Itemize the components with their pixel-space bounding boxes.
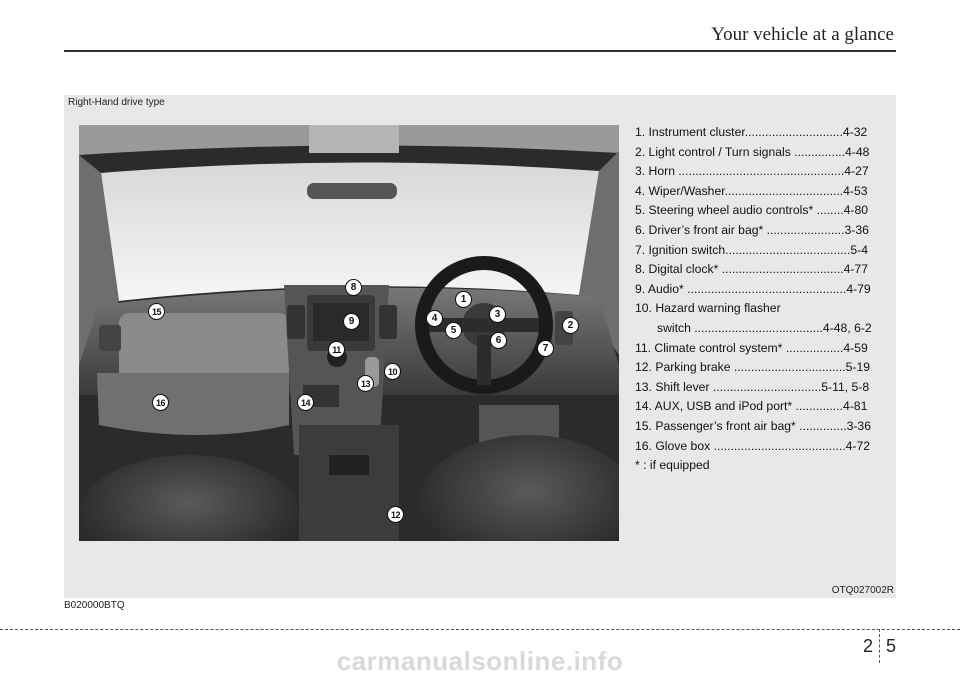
- callout-11: 11: [328, 341, 345, 358]
- legend-item-5: 5. Steering wheel audio controls* ........4-80: [635, 203, 869, 218]
- legend-item-9: 9. Audio* ...............................................4-79: [635, 281, 871, 296]
- callout-4: 4: [426, 310, 443, 327]
- footer-rule: [0, 629, 960, 630]
- legend-item-16: 16. Glove box .......................................4-72: [635, 438, 871, 453]
- callout-12: 12: [387, 506, 404, 523]
- header-rule: [64, 50, 896, 52]
- legend-footnote: * : if equipped: [635, 458, 710, 473]
- figure-panel: [64, 95, 896, 598]
- callout-3: 3: [489, 306, 506, 323]
- legend-item-1: 1. Instrument cluster.............................4-32: [635, 125, 868, 139]
- callout-6: 6: [490, 332, 507, 349]
- callout-16: 16: [152, 394, 169, 411]
- page-number: 5: [885, 636, 896, 656]
- legend-item-13: 13. Shift lever ................................5-11, 5-8: [635, 379, 870, 394]
- page-chapter: 2: [863, 629, 880, 663]
- legend-item-6: 6. Driver’s front air bag* .......................3-36: [635, 222, 869, 237]
- callout-5: 5: [445, 322, 462, 339]
- watermark: carmanualsonline.info: [336, 646, 624, 676]
- dashboard-illustration: [79, 125, 619, 541]
- legend-item-14: 14. AUX, USB and iPod port* ..............4-81: [635, 399, 868, 414]
- callout-13: 13: [357, 375, 374, 392]
- legend-item-10: 10. Hazard warning flasher switch ......................................4-48, 6-2: [635, 299, 883, 338]
- section-code: B020000BTQ: [64, 600, 125, 611]
- dashboard-photo: [79, 125, 619, 541]
- callout-8: 8: [345, 279, 362, 296]
- legend-item-2: 2. Light control / Turn signals ...............4-48: [635, 144, 870, 159]
- legend-item-11: 11. Climate control system* .................4-59: [635, 340, 868, 355]
- callout-15: 15: [148, 303, 165, 320]
- figure-caption: Right-Hand drive type: [68, 97, 165, 108]
- figure-image-code: OTQ027002R: [831, 585, 894, 596]
- callout-9: 9: [343, 313, 360, 330]
- callout-2: 2: [562, 317, 579, 334]
- legend-item-3: 3. Horn .................................................4-27: [635, 164, 869, 179]
- legend-item-12: 12. Parking brake .................................5-19: [635, 360, 871, 375]
- legend-item-4: 4. Wiper/Washer...................................4-53: [635, 183, 868, 198]
- callout-1: 1: [455, 291, 472, 308]
- legend-item-7: 7. Ignition switch.....................................5-4: [635, 242, 868, 257]
- callout-7: 7: [537, 340, 554, 357]
- component-legend: [635, 123, 883, 476]
- legend-item-15: 15. Passenger’s front air bag* ..............3-36: [635, 418, 871, 433]
- callout-14: 14: [297, 394, 314, 411]
- legend-item-10-continuation: switch ......................................4-48, 6-2: [657, 320, 872, 335]
- legend-item-8: 8. Digital clock* ....................................4-77: [635, 262, 868, 277]
- callout-10: 10: [384, 363, 401, 380]
- page-header-title: Your vehicle at a glance: [711, 24, 894, 45]
